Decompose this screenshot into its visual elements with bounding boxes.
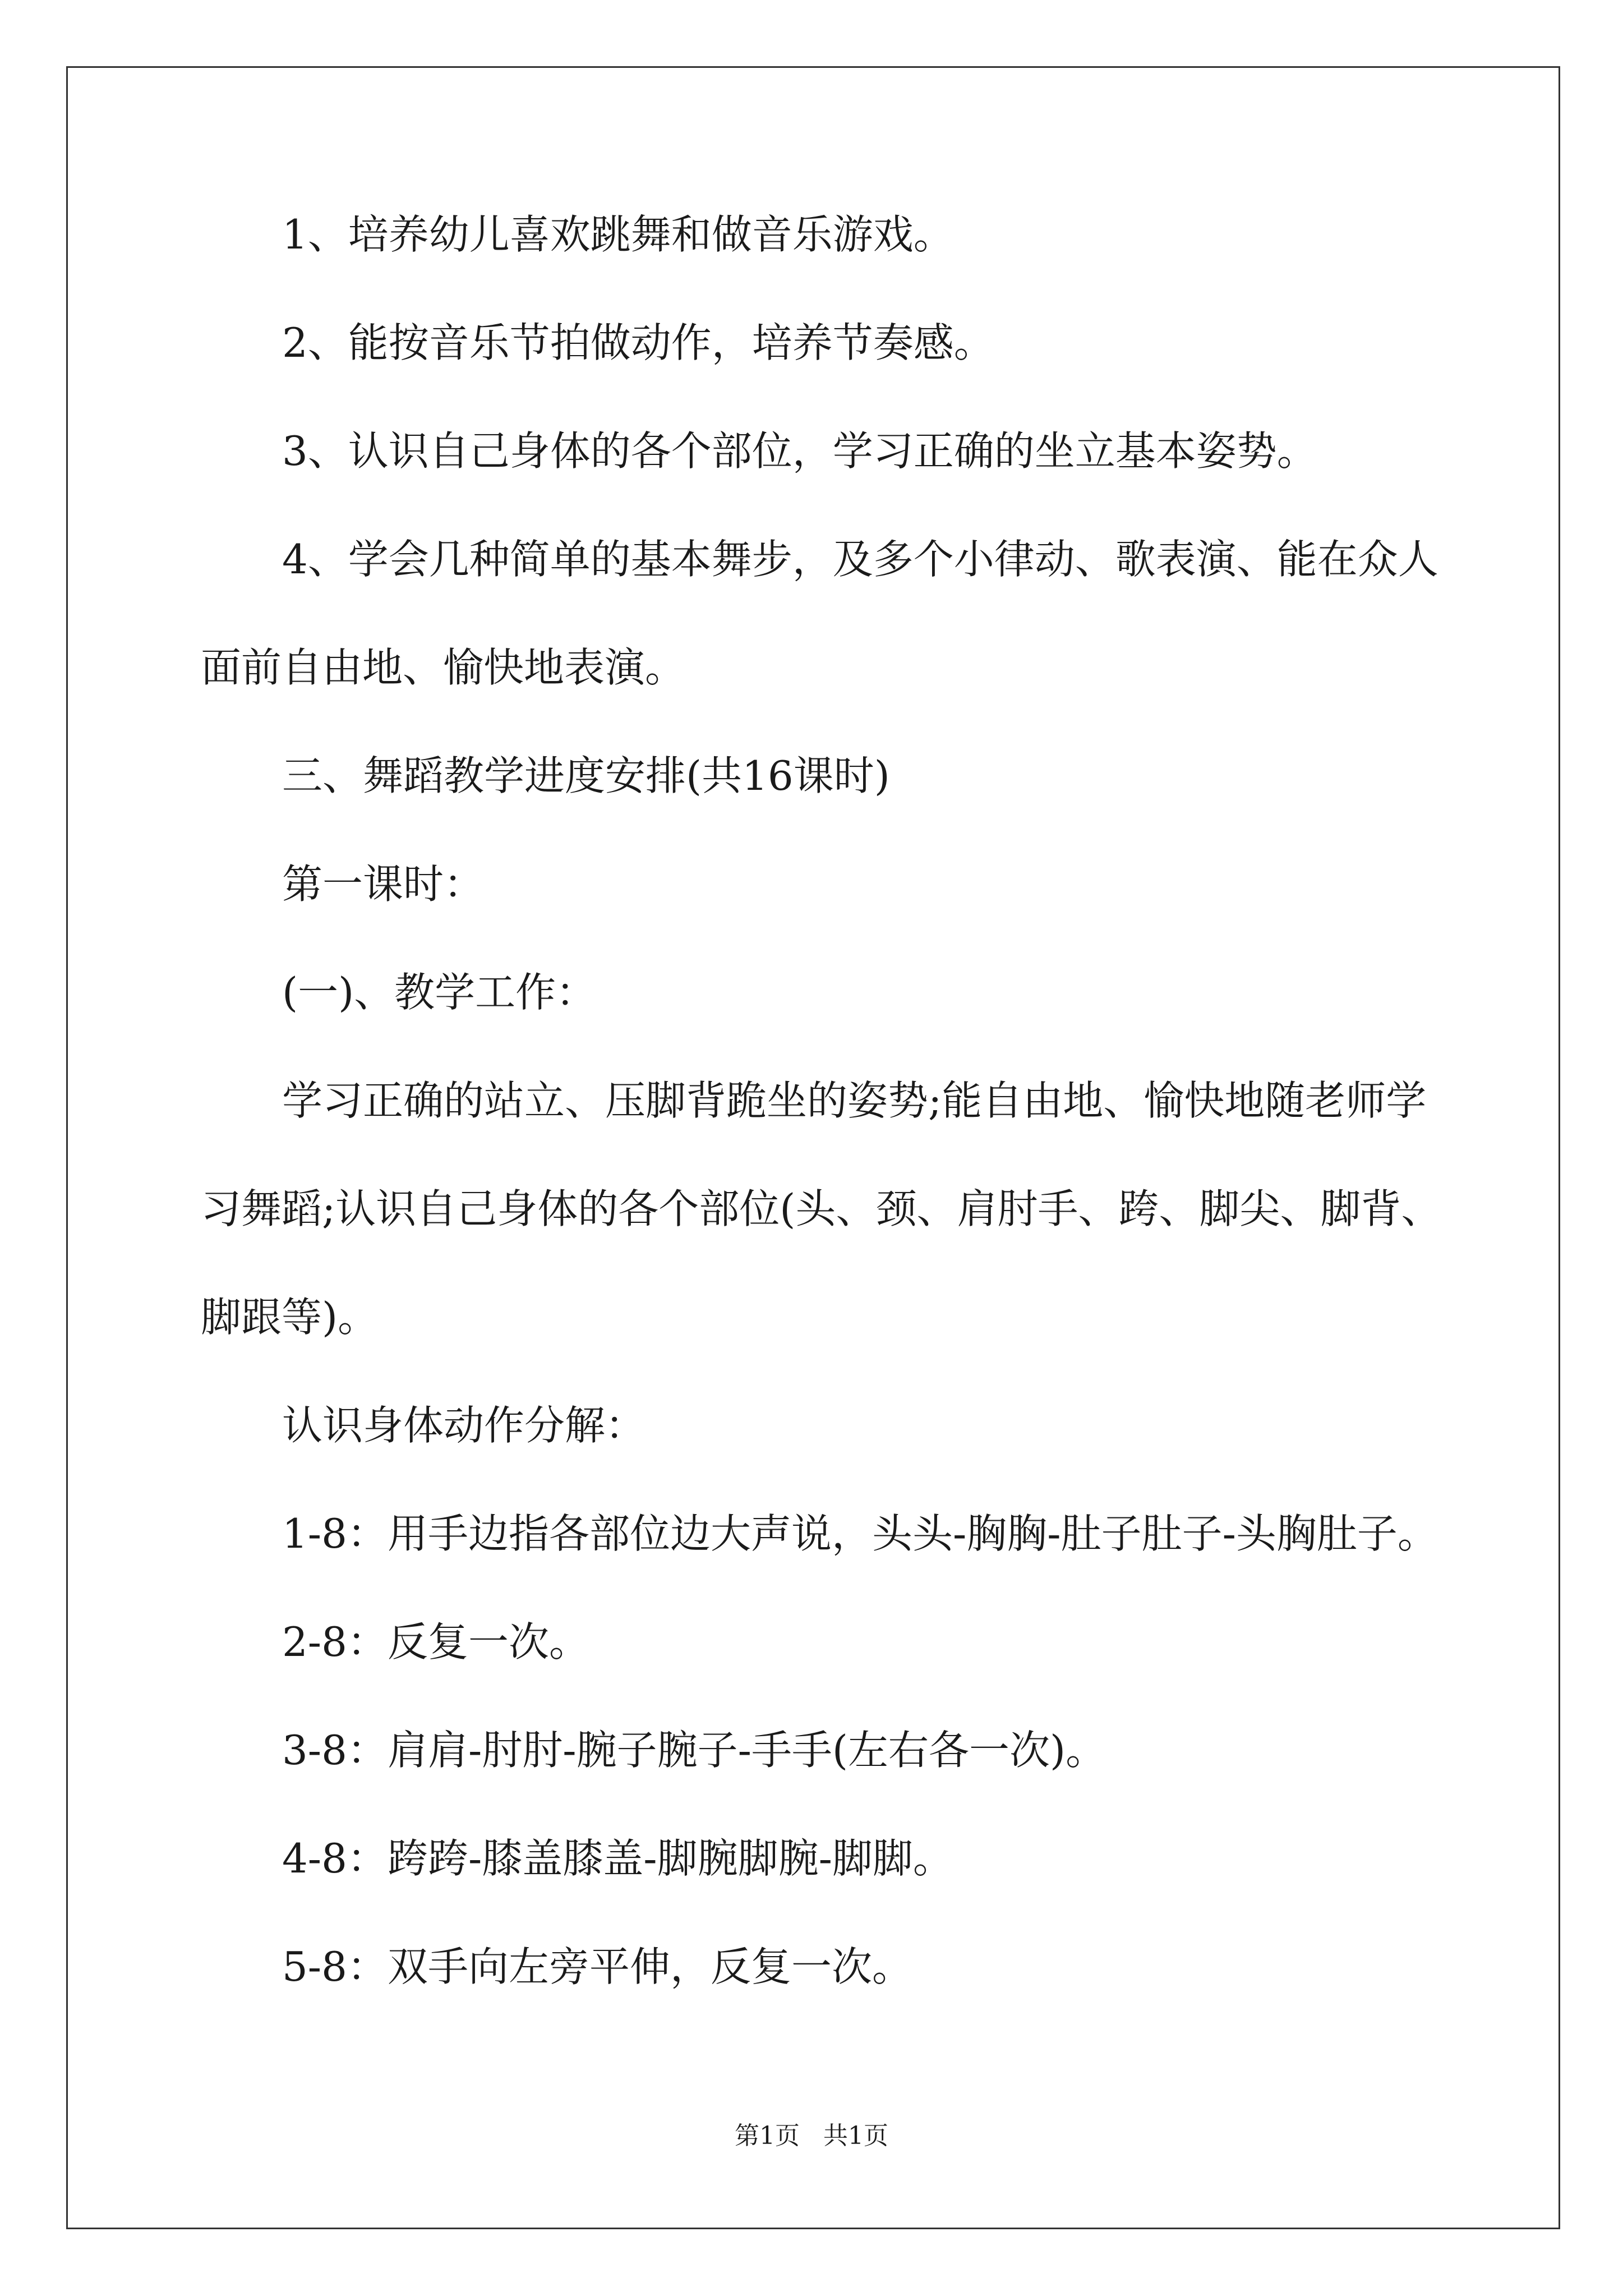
goal-1-text: 1、培养幼儿喜欢跳舞和做音乐游戏。 bbox=[282, 211, 954, 258]
step-2-text: 2-8：反复一次。 bbox=[282, 1618, 589, 1665]
teaching-paragraph-line2: 习舞蹈;认识自己身体的各个部位(头、颈、肩肘手、跨、脚尖、脚背、 bbox=[201, 1185, 1442, 1232]
step-1-text: 1-8：用手边指各部位边大声说，头头-胸胸-肚子肚子-头胸肚子。 bbox=[282, 1510, 1438, 1557]
goal-4-text-line1: 4、学会几种简单的基本舞步，及多个小律动、歌表演、能在众人 bbox=[282, 536, 1438, 583]
lesson-heading: 第一课时： bbox=[282, 861, 485, 908]
teaching-paragraph-line3: 脚跟等)。 bbox=[201, 1294, 379, 1341]
step-5-text: 5-8：双手向左旁平伸，反复一次。 bbox=[282, 1943, 912, 1990]
goal-3-text: 3、认识自己身体的各个部位，学习正确的坐立基本姿势。 bbox=[282, 427, 1317, 475]
page-number: 第1页 bbox=[735, 2122, 800, 2150]
page-footer bbox=[0, 2119, 1623, 2153]
subsection-heading: (一)、教学工作： bbox=[282, 969, 597, 1016]
page-border bbox=[66, 66, 1560, 2229]
page-total: 共1页 bbox=[823, 2122, 888, 2150]
step-4-text: 4-8：跨跨-膝盖膝盖-脚腕脚腕-脚脚。 bbox=[282, 1835, 953, 1882]
step-3-text: 3-8：肩肩-肘肘-腕子腕子-手手(左右各一次)。 bbox=[282, 1727, 1106, 1774]
section-heading: 三、舞蹈教学进度安排(共16课时) bbox=[282, 752, 890, 799]
goal-2-text: 2、能按音乐节拍做动作，培养节奏感。 bbox=[282, 319, 994, 366]
goal-4-text-line2: 面前自由地、愉快地表演。 bbox=[201, 644, 686, 691]
teaching-paragraph-line1: 学习正确的站立、压脚背跪坐的姿势;能自由地、愉快地随老师学 bbox=[282, 1077, 1427, 1124]
movement-heading: 认识身体动作分解： bbox=[282, 1402, 646, 1449]
